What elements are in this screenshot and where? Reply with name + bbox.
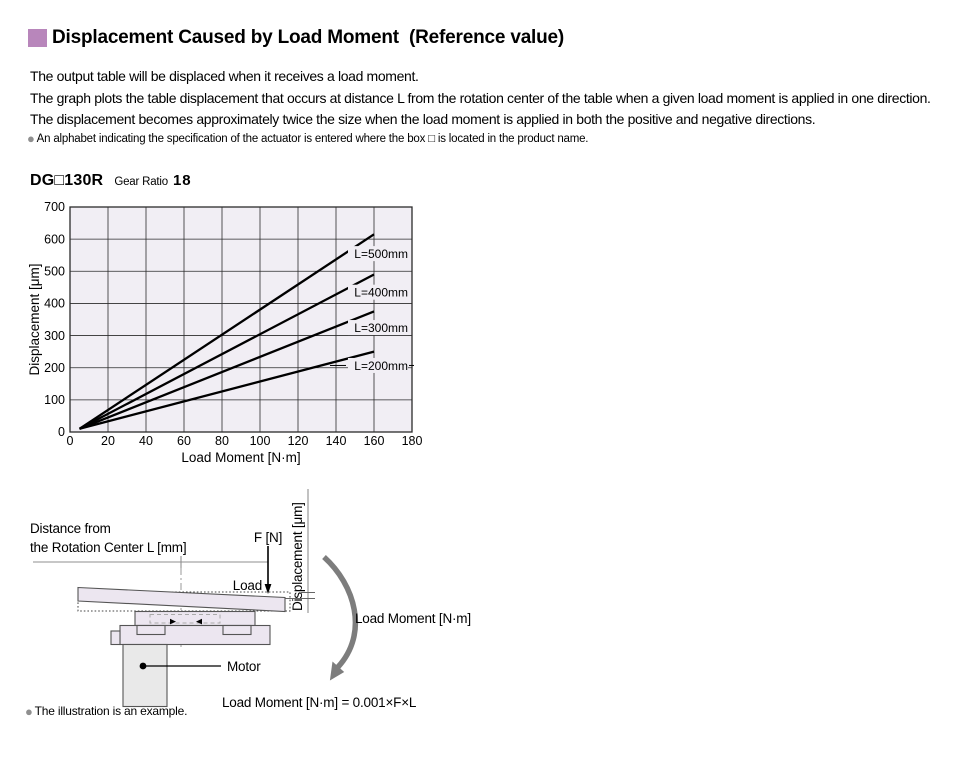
plot-area	[70, 207, 412, 432]
intro-line: The output table will be displaced when it receives a load moment.	[30, 68, 419, 84]
y-tick-label: 600	[44, 232, 65, 247]
section-marker-icon	[28, 29, 47, 47]
x-axis-title: Load Moment [N·m]	[181, 450, 301, 465]
y-tick-label: 300	[44, 328, 65, 343]
actuator-mount-plate	[135, 612, 255, 626]
x-tick-label: 140	[325, 434, 347, 448]
load-moment-formula: Load Moment [N·m] = 0.001×F×L	[222, 695, 417, 710]
footer-note	[25, 704, 187, 718]
section-header	[28, 27, 564, 49]
force-label: F [N]	[253, 530, 283, 545]
motor-body	[123, 645, 167, 707]
y-axis-title: Displacement [μm]	[27, 263, 42, 376]
footer-note-text: The illustration is an example.	[34, 704, 188, 718]
bullet-icon: ●	[27, 131, 35, 146]
chart-svg	[25, 195, 465, 473]
y-tick-label: 0	[58, 425, 65, 440]
spec-note-text: An alphabet indicating the specification of the actuator is entered where the box □ is located in the product name.	[36, 132, 589, 145]
displacement-axis-label: Displacement [μm]	[290, 502, 305, 611]
motor-label: Motor	[227, 659, 261, 674]
spec-note	[27, 132, 588, 145]
y-tick-label: 500	[44, 264, 65, 279]
load-moment-label: Load Moment [N·m]	[355, 611, 471, 626]
x-tick-label: 0	[66, 434, 74, 448]
x-tick-label: 40	[139, 434, 153, 448]
load-moment-arc	[324, 557, 355, 667]
flange-bolt-right	[223, 626, 251, 635]
series-label: L=200mm	[354, 358, 408, 373]
product-header	[30, 172, 192, 190]
series-label: L=500mm	[354, 246, 408, 261]
flange-step	[111, 631, 120, 645]
x-tick-label: 80	[215, 434, 229, 448]
x-tick-label: 180	[401, 434, 423, 448]
intro-line: The displacement becomes approximately twice the size when the load moment is applied in both the positive and negative directions.	[30, 111, 816, 127]
flange-bolt-left	[137, 626, 165, 635]
bullet-icon: ●	[25, 703, 33, 719]
x-tick-label: 20	[101, 434, 115, 448]
series-label: L=300mm	[354, 320, 408, 335]
gear-ratio-label: Gear Ratio	[114, 176, 168, 188]
x-tick-label: 100	[249, 434, 271, 448]
load-label: Load	[232, 578, 262, 593]
distance-label-line1: Distance from	[30, 521, 111, 536]
y-tick-label: 200	[44, 360, 65, 375]
x-tick-label: 160	[363, 434, 385, 448]
product-model: DG□130R	[30, 172, 104, 189]
intro-line: The graph plots the table displacement that occurs at distance L from the rotation center of the table when a given load moment is applied in one direction.	[30, 89, 931, 106]
gear-ratio-value: 18	[172, 172, 192, 189]
distance-label-line2: the Rotation Center L [mm]	[30, 540, 187, 555]
y-tick-label: 400	[44, 296, 65, 311]
x-tick-label: 60	[177, 434, 191, 448]
series-label: L=400mm	[354, 285, 408, 300]
displacement-chart	[25, 195, 465, 473]
y-tick-label: 700	[44, 200, 65, 215]
x-tick-label: 120	[287, 434, 309, 448]
section-title: Displacement Caused by Load Moment (Reference value)	[52, 27, 565, 48]
y-tick-label: 100	[44, 393, 65, 408]
intro-paragraphs	[30, 66, 976, 131]
